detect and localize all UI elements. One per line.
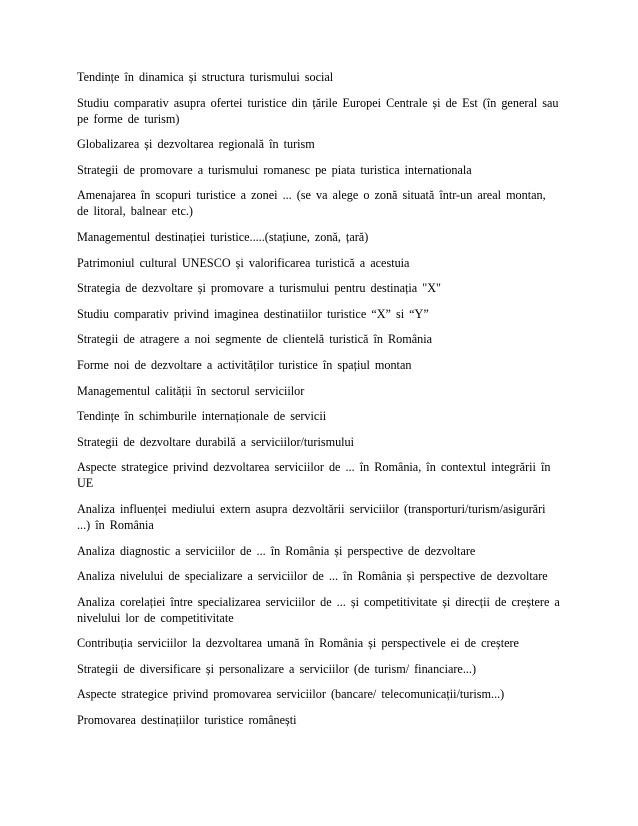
topic-item: Aspecte strategice privind promovarea serviciilor (bancare/ telecomunicații/turism...) [77,687,505,702]
topic-item: Forme noi de dezvoltare a activităților turistice în spațiul montan [77,357,412,372]
topic-list [77,69,560,738]
topic-item: Analiza influenței mediului extern asupra dezvoltării serviciilor (transporturi/turism/asigurări ...) în România [77,501,546,532]
topic-item: Studiu comparativ privind imaginea destinatiilor turistice “X” si “Y” [77,306,429,321]
topic-item: Analiza diagnostic a serviciilor de ... în România și perspective de dezvoltare [77,543,476,558]
topic-item: Tendințe în dinamica și structura turismului social [77,70,334,84]
topic-item: Tendințe în schimburile internaționale de servicii [77,409,327,424]
topic-item: Strategia de dezvoltare și promovare a turismului pentru destinația "X" [77,281,442,296]
topic-item: Strategii de atragere a noi segmente de clientelă turistică în România [77,332,433,347]
topic-item: Strategii de dezvoltare durabilă a serviciilor/turismului [77,434,355,449]
topic-item: Promovarea destinațiilor turistice românești [77,713,297,728]
topic-item: Amenajarea în scopuri turistice a zonei ... (se va alege o zonă situată într-un areal montan, de litoral, balnear etc.) [77,188,546,219]
topic-item: Analiza nivelului de specializare a serviciilor de ... în România și perspective de dezvoltare [77,569,548,584]
topic-item: Globalizarea și dezvoltarea regională în turism [77,137,315,152]
topic-item: Strategii de promovare a turismului romanesc pe piata turistica internationala [77,162,472,177]
topic-item: Strategii de diversificare și personalizare a serviciilor (de turism/ financiare...) [77,661,477,676]
topic-item: Managementul calității în sectorul serviciilor [77,383,305,398]
topic-item: Managementul destinației turistice.....(stațiune, zonă, țară) [77,229,369,244]
topic-item: Analiza corelației între specializarea serviciilor de ... și competitivitate și direcții de creștere a nivelului lor de competitivitate [77,594,560,625]
topic-item: Aspecte strategice privind dezvoltarea serviciilor de ... în România, în contextul integrării în UE [77,460,551,491]
topic-item: Contribuția serviciilor la dezvoltarea umană în România și perspectivele ei de creștere [77,636,519,651]
topic-item: Patrimoniul cultural UNESCO și valorificarea turistică a acestuia [77,255,410,270]
topic-item: Studiu comparativ asupra ofertei turistice din țările Europei Centrale și de Est (în general sau pe forme de turism) [77,95,559,126]
